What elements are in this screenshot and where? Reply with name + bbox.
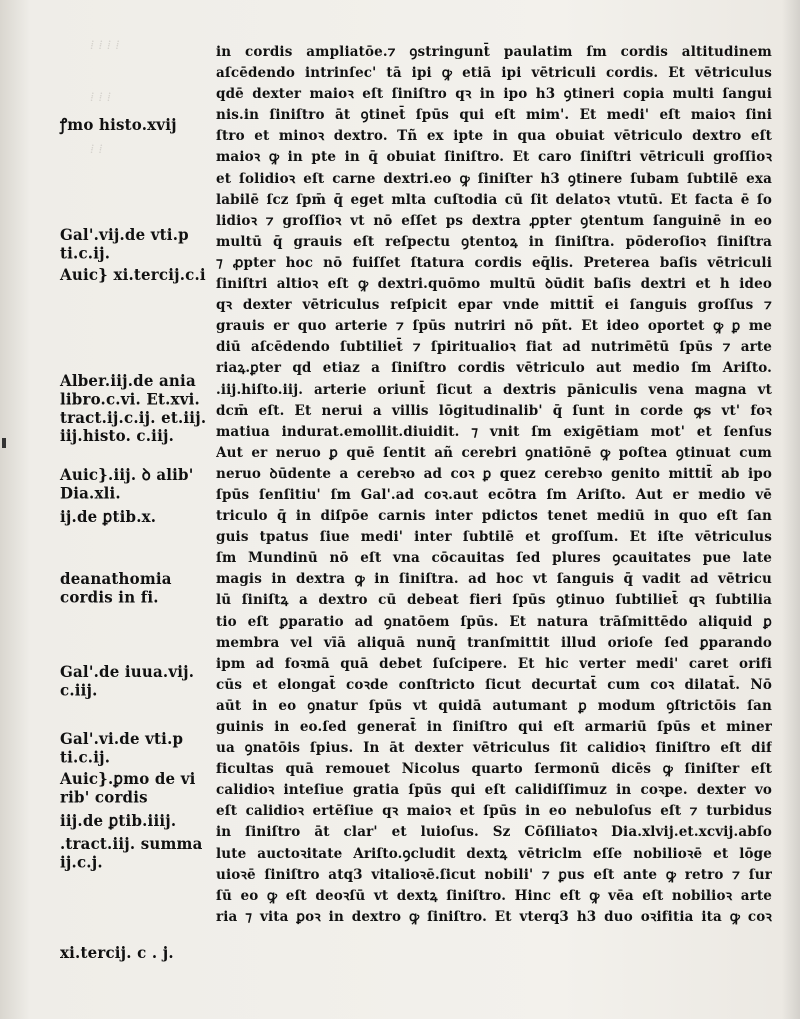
text-line: .iij.hiſto.iij. arterie oriunt̄ ſicut a dextris pāniculis vena magna vt bbox=[216, 381, 772, 398]
text-line: guis tpatus ſiue medi' inter ſubtilē et groſſum. Et iſte vētriculus bbox=[216, 529, 772, 546]
text-line: ua ꝯnatōis ſpius. In āt dexter vētriculus ſit calidioꝛ ſiniſtro eſt dif bbox=[216, 740, 772, 757]
margin-note-5: Auic}.iij. ꝺ alib' Dia.xli. bbox=[60, 464, 194, 503]
text-line: ipm ad foꝛmā quā debet ſuſcipere. Et hic verter medi' caret orifi bbox=[216, 655, 772, 672]
margin-note-2: Gal'.vij.de vti.p ti.c.ij. bbox=[60, 224, 189, 263]
margin-note-12: .tract.iij. summa ij.c.j. bbox=[60, 833, 203, 872]
margin-note-8: Gal'.de iuua.vij. c.iij. bbox=[60, 661, 195, 700]
main-text-block bbox=[216, 42, 772, 928]
binding-mark bbox=[2, 438, 6, 448]
text-line: grauis er quo arterie ⁊ ſpūs nutriri nō pñt. Et ideo oportet ꝙ ꝑ me bbox=[216, 318, 772, 335]
text-line: ſpūs ſenſitiu' ſm Gal'.ad coꝛ.aut ecōtra ſm Ariſto. Aut er medio vē bbox=[216, 486, 772, 503]
text-line: lū ſiniſtꝝ a dextro cū debeat fieri ſpūs ꝯtinuo ſubtiliet̄ qꝛ ſubtilia bbox=[216, 592, 772, 609]
text-line: et ſolidioꝛ eſt carne dextri.eo ꝙ ſiniſter h3 ꝯtinere ſubam ſubtilē exa bbox=[216, 170, 772, 187]
text-line: aſcēdendo intrinſec' tā ipi ꝙ etiā ipi vētriculi cordis. Et vētriculus bbox=[216, 65, 772, 82]
text-line: lute auctoꝛitate Ariſto.ꝯcludit dextꝝ vētriclm eſſe nobilioꝛē et lōge bbox=[216, 845, 772, 862]
margin-note-9: Gal'.vi.de vti.p ti.c.ij. bbox=[60, 728, 184, 767]
text-line: magis in dextra ꝙ in ſiniſtra. ad hoc vt ſanguis q̄ vadit ad vētricu bbox=[216, 571, 772, 588]
margin-note-10: Auic}.ꝑmo de vi rib' cordis bbox=[60, 768, 196, 807]
text-line: uioꝛē ſiniſtro atq3 vitalioꝛē.ſicut nobili' ⁊ ꝑus eſt ante ꝙ retro ⁊ ſur bbox=[216, 866, 772, 883]
margin-note-4: Alber.iij.de ania libro.c.vi. Et.xvi. tract.ij.c.ij. et.iij. iij.histo. c.iij. bbox=[60, 370, 207, 446]
text-line: in cordis ampliatōe.⁊ ꝯstringunt̄ paulatim ſm cordis altitudinem bbox=[216, 44, 772, 60]
text-line: qꝛ dexter vētriculus reſpicit epar vnde mittit̄ ei ſanguis groſſus ⁊ bbox=[216, 297, 772, 314]
text-line: tio eſt ꝑparatio ad ꝯnatōem ſpūs. Et natura trāſmittēdo aliquid ꝑ bbox=[216, 613, 772, 630]
text-line: guinis in eo.ſed generat̄ in ſiniſtro qui eſt armariū ſpūs et miner bbox=[216, 719, 772, 735]
text-line: calidioꝛ inteſiue gratia ſpūs qui eſt calidiſſimuz in coꝛpe. dexter vo bbox=[216, 782, 772, 799]
text-line: neruo ꝺūdente a cerebꝛo ad coꝛ ꝑ quez cerebꝛo genito mittit̄ ab ipo bbox=[216, 465, 772, 482]
text-line: triculo q̄ in diſpōe carnis inter pdictos tenet mediū in quo eſt ſan bbox=[216, 508, 772, 525]
margin-note-6: ij.de ꝑtib.x. bbox=[60, 506, 157, 527]
page-edge-shadow bbox=[782, 0, 800, 1019]
text-line: aūt in eo ꝯnatur ſpūs vt quidā autumant ꝑ modum ꝯſtrictōis ſan bbox=[216, 697, 772, 714]
text-line: lidioꝛ ⁊ groſſioꝛ vt nō eſſet ps dextra ꝓpter ꝯtentum ſanguinē in eo bbox=[216, 212, 772, 229]
text-line: labilē ſcz ſpm̄ q̄ eget mlta cuſtodia cū ſit delatoꝛ vtutū. Et facta ē ſo bbox=[216, 191, 772, 208]
text-line: nis.in ſiniſtro āt ꝯtinet̄ ſpūs qui eſt mim'. Et medi' eſt maioꝛ ſini bbox=[216, 107, 772, 124]
text-line: ficultas quā remouet Nicolus quarto ſermonū dicēs ꝙ ſiniſter eſt bbox=[216, 761, 772, 778]
text-line: cūs et elongat̄ coꝛde conſtricto ſicut decurtat̄ cum coꝛ dilatat̄. Nō bbox=[216, 676, 772, 693]
text-line: in ſiniſtro āt clar' et luioſus. Sz Cōſiliatoꝛ Dia.xlvij.et.xcvij.abſo bbox=[216, 824, 772, 841]
text-line: membra vel vīā aliquā nunq̄ tranſmittit illud orioſe ſed ꝑparando bbox=[216, 634, 772, 651]
margin-note-3: Auic} xi.tercij.c.i bbox=[60, 264, 206, 285]
text-line: eſt calidioꝛ ertēſiue qꝛ maioꝛ et ſpūs in eo nebuloſus eſt ⁊ turbidus bbox=[216, 803, 772, 820]
text-line: multū q̄ grauis eſt reſpectu ꝯtentoꝝ in ſiniſtra. pōderoſioꝛ ſiniſtra bbox=[216, 233, 772, 250]
margin-note-11: iij.de ꝑtib.iiij. bbox=[60, 810, 177, 831]
text-line: matiua indurat.emollit.diuidit. ⁊ vnit ſm exigētiam mot' et ſenſus bbox=[216, 423, 772, 440]
text-line: diū aſcēdendo ſubtiliet̄ ⁊ ſpiritualioꝛ fiat ad nutrimētū ſpūs ⁊ arte bbox=[216, 339, 772, 356]
margin-note-7: deanathomia cordis in fi. bbox=[60, 568, 172, 607]
text-line: ſm Mundinū nō eſt vna cōcauitas ſed plures ꝯcauitates pue late bbox=[216, 550, 772, 567]
text-line: qdē dexter maioꝛ eſt ſiniſtro qꝛ in ipo h3 ꝯtineri copia multi ſangui bbox=[216, 86, 772, 103]
text-line: ria ⁊ vita ꝑoꝛ in dextro ꝙ ſiniſtro. Et vterq3 h3 duo oꝛifitia ita ꝙ coꝛ bbox=[216, 908, 772, 925]
text-line: Aut er neruo ꝑ quē ſentit añ cerebri ꝯnatiōnē ꝙ poſtea ꝯtinuat cum bbox=[216, 444, 772, 461]
bleed-through-text: ⁞ ⁞ ⁞ ⁞ ⁞ ⁞ ⁞ ⁞ ⁞ bbox=[90, 38, 120, 157]
text-line: dcm̄ eſt. Et nerui a villis lōgitudinalib' q̄ ſunt in corde ꝙs vt' foꝛ bbox=[216, 402, 772, 419]
text-line: ⁊ ꝓpter hoc nō fuiſſet ſtatura cordis eq̄lis. Preterea baſis vētriculi bbox=[216, 254, 772, 271]
margin-note-13: xi.tercij. c . j. bbox=[60, 942, 174, 963]
text-line: ſiniſtri altioꝛ eſt ꝙ dextri.quōmo multū ꝺūdit baſis dextri et h ideo bbox=[216, 276, 772, 293]
margin-note-1: ꝭmo histo.xvij bbox=[60, 114, 177, 135]
text-line: maioꝛ ꝙ in pte in q̄ obuiat ſiniſtro. Et caro ſiniſtri vētriculi groſſioꝛ bbox=[216, 149, 772, 166]
text-line: riaꝝ.ꝑter qd etiaz a ſiniſtro cordis vētriculo aut medio ſm Ariſto. bbox=[216, 360, 772, 377]
text-line: ſtro et minoꝛ dextro. Tñ ex ipte in qua obuiat vētriculo dextro eſt bbox=[216, 128, 772, 145]
text-line: ſū eo ꝙ eſt deoꝛſū vt dextꝝ ſiniſtro. Hinc eſt ꝙ vēa eſt nobilioꝛ arte bbox=[216, 887, 772, 904]
